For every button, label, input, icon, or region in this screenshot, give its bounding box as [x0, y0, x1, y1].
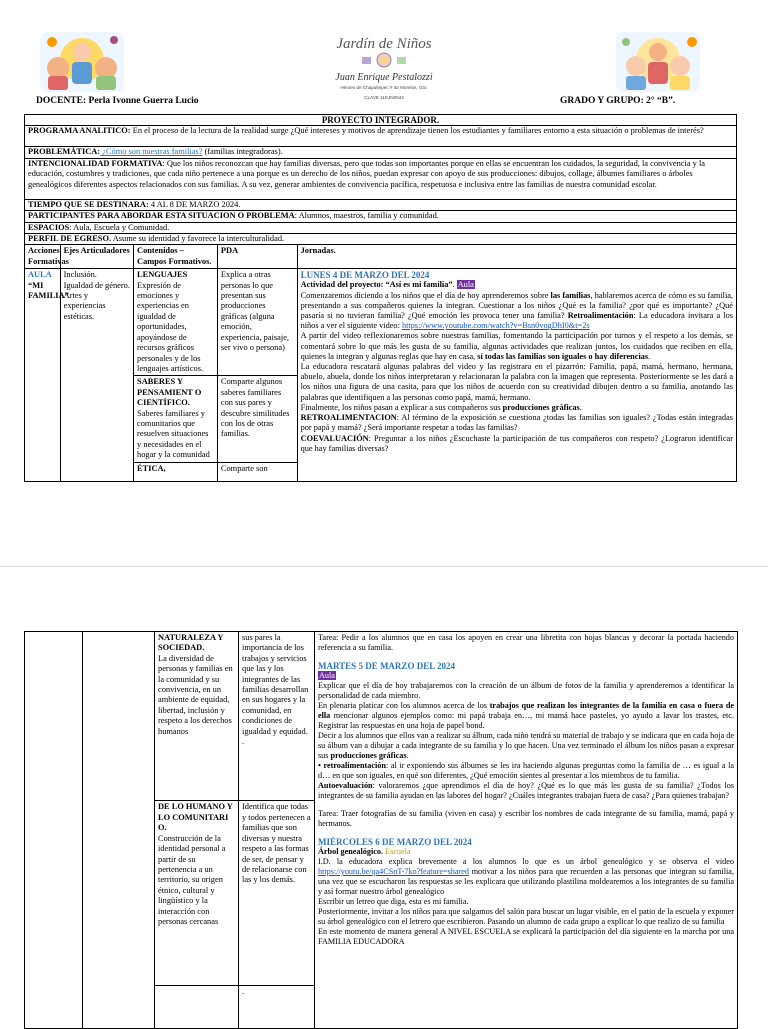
programa-label: PROGRAMA ANALITICO:: [28, 126, 131, 136]
ejes-cell-cont: [83, 632, 155, 1029]
school-key: CLAVE 11EJN0044: [364, 95, 404, 100]
intencionalidad-text: : Que los niños reconozcan que hay familias diversas, pero que todas son importantes porque en ellas se encuentran los cuidados, la seguridad, la convivencia y la educación, costumbres y tradiciones, que cada niño pertenece a una porque es un derecho de los niños, puedan expresar con apoyo de sus producciones: dibujos, collage, álbumes familiares o árboles genealógicos diferentes aspectos relacionados con sus familias. A su vez, generar ambientes de convivencia pacífica, respetuosa e inclusiva entre las familias de nuestra comunidad escolar.: [28, 158, 705, 189]
col-header-jornadas: Jornadas.: [297, 245, 736, 269]
document-page-2: [0, 566, 768, 1025]
perfil-text: Asume su identidad y favorece la interculturalidad.: [111, 234, 285, 244]
flower-icon: [362, 53, 406, 67]
intencionalidad-label: INTENCIONALIDAD FORMATIVA: [28, 158, 163, 168]
campo-title: ÉTICA,: [137, 463, 166, 473]
pda-cell: .: [239, 986, 315, 1029]
espacios-text: : Aula, Escuela y Comunidad.: [69, 222, 170, 232]
pda-cell: sus pares la importancia de los trabajos y servicios que las y los integrantes de las familias desarrollan en sus hogares y la comunidad, en condiciones de igualdad y equidad. .: [239, 632, 315, 801]
school-name: Juan Enrique Pestalozzi: [335, 72, 433, 83]
pda-cell: Identifica que todas y todos pertenecen a familias que son diversas y nuestra respeto a las formas de ser, de pensar y de relacionarse con las y los demás.: [239, 801, 315, 986]
school-logo: [298, 28, 470, 104]
day-heading: MARTES 5 DE MARZO DEL 2024: [318, 661, 455, 671]
children-clipart-left: [38, 30, 126, 94]
eje-item: Inclusión.: [63, 270, 97, 280]
campo-text: Expresión de emociones y experiencias en igualdad de oportunidades, apoyándose de recursos gráficos personales y de los lenguajes artísticos.: [137, 280, 204, 373]
campo-humano-cell: [155, 801, 239, 986]
accion-cell-cont: [25, 632, 83, 1029]
day-heading: LUNES 4 DE MARZO DEL 2024: [300, 270, 430, 281]
programa-row: [25, 126, 737, 147]
jornada-martes-miercoles-cell: Tarea: Pedir a los alumnos que en casa los apoyen en crear una libretita con hojas blancas y decorar la portada haciendo referencia a su familia. MARTES 5 DE MARZO DEL 2024 Aula Explicar que el día de hoy trabajaremos con la creación de un álbum de fotos de la familia y aprenderemos a identificar la personalidad de cada miembro. En plenaria platicar con los alumnos acerca de los trabajos que realizan los integrantes de la familia en casa o fuera de ella mencionar algunos ejemplos como: mi papá trabaja en…, mi mamá hace pasteles, yo ayudo a lavar los trastes, etc. Registrar las respuestas en una hoja de papel bond. Decir a los alumnos que ellos van a realizar su álbum, cada niño tendrá su material de trabajo y se indicara que en cada hoja de su álbum van a dibujar a cada integrante de su familia y lo que hacen. Una vez terminado el álbum los niños pasan a expresar sus producciones gráficas. • retroalimentación: al ir exponiendo sus álbumes se les ira haciendo algunas preguntas como la familia de … es igual a la d… en que son iguales, en qué son diferentes, ¿Qué emoción sientes al presentar a los miembros de tu familia. Autoevaluación: valoraremos ¿que aprendimos el día de hoy? ¿Qué es lo que más les gusta de su familia? ¿Todos los integrantes de su familia ayudan en las labores del hogar? ¿Cuáles integrantes trabajan fuera de casa? ¿Para quienes trabajan? Tarea: Traer fotografías de su familia (viven en casa) y escribir los nombres de cada integrante de su familia, mamá, papá y hermanos. MIÉRCOLES 6 DE MARZO DEL 2024 Árbol genealógico. Escuela I.D. la educadora explica brevemente a los alumnos lo que es un árbol genealógico y se observa el video https://youtu.be/qa4CSnT-7ko?feature=shared motivar a los niños para que recuerden a las personas que integran su familia, una vez que se escucharon las respuestas se les explicara que utilizando plastilina moldearemos a los integrantes de su familia y así formar nuestro árbol genealógico Escribir un letreo que diga, esta es mi familia. Posteriormente, invitar a los niños para que salgamos del salón para buscar un lugar visible, en el patio de la escuela y exponer su árbol genealógico con el letrero que escribieron. Pasando un alumno de cada grupo a explicar lo que realizo de su familia En este momento de manera general A NIVEL ESCUELA se explicará la participación del día siguiente en la marcha por una FAMILIA EDUCADORA: [315, 632, 738, 1029]
campo-empty-cell: [155, 986, 239, 1029]
problematica-link[interactable]: ¿Cómo son nuestras familias?: [100, 147, 203, 157]
campo-title: DE LO HUMANO Y LO COMUNITARI O.: [158, 802, 233, 833]
problematica-row: [25, 147, 737, 158]
campo-etica-cell: [134, 462, 218, 481]
location-tag: Aula: [319, 671, 335, 680]
campo-title: SABERES Y PENSAMIENT O CIENTÍFICO.: [137, 377, 202, 408]
activity-name: “Así es mi familia”: [385, 280, 453, 290]
participantes-text: : Alumnos, maestros, familia y comunidad.: [294, 211, 439, 221]
docente-label: DOCENTE: Perla Ivonne Guerra Lucio: [36, 96, 199, 106]
tiempo-text: 4 AL 8 DE MARZO 2024.: [148, 199, 241, 209]
campo-text: La diversidad de personas y familias en la comunidad y su convivencia, en un ambiente de equidad, libertad, inclusión y respeto a los derechos humanos: [158, 653, 233, 736]
accion-name: “MI FAMILIA”: [28, 280, 69, 301]
participantes-label: PARTICIPANTES PARA ABORDAR ESTA SITUACION O PROBLEMA: [28, 211, 295, 221]
school-name-top: Jardín de Niños: [336, 36, 432, 52]
eje-item: Igualdad de género.: [63, 280, 130, 290]
tiempo-label: TIEMPO QUE SE DESTINARA:: [28, 199, 149, 209]
location-tag: Aula: [457, 280, 474, 290]
grado-label: GRADO Y GRUPO: 2° “B”.: [560, 96, 676, 106]
campo-text: Construcción de la identidad personal a partir de su pertenencia a un territorio, su origen étnico, cultural y lingüístico y la interacción con personas cercanas: [158, 833, 226, 926]
school-address: Héroes de Chapultepec # 42 Morelos, Gto.: [340, 85, 428, 90]
video-link[interactable]: https://youtu.be/qa4CSnT-7ko?feature=shared: [318, 867, 469, 876]
perfil-row: [25, 234, 737, 245]
campo-saberes-cell: [134, 376, 218, 462]
accion-tag: AULA: [28, 270, 52, 280]
pda-cell: Comparte algunos saberes familiares con sus pares y descubre similitudes con los de otras familias.: [217, 376, 297, 462]
problematica-label: PROBLEMÁTICA:: [28, 147, 101, 157]
campo-title: LENGUAJES: [137, 270, 188, 280]
campo-naturaleza-cell: [155, 632, 239, 801]
pda-cell: Explica a otras personas lo que presentan sus producciones gráficas (alguna emoción, experiencia, paisaje, ser vivo o persona): [217, 269, 297, 376]
activity-label: Actividad del proyecto:: [300, 280, 386, 290]
participantes-row: [25, 211, 737, 222]
col-header-acciones: Acciones Formativas: [25, 245, 61, 269]
col-header-ejes: Ejes Articuladores: [60, 245, 133, 269]
video-link[interactable]: https://www.youtube.com/watch?v=Bsn0vogDhI0&t=2s: [401, 321, 590, 331]
espacios-row: [25, 222, 737, 233]
ejes-cell: [60, 269, 133, 481]
project-title: PROYECTO INTEGRADOR.: [25, 115, 737, 126]
campo-title: NATURALEZA Y SOCIEDAD.: [158, 633, 224, 653]
pda-cell: Comparte son: [217, 462, 297, 481]
perfil-label: PERFIL DE EGRESO.: [28, 234, 112, 244]
col-header-contenidos: Contenidos – Campos Formativos.: [134, 245, 218, 269]
problematica-rest: (familias integradoras).: [202, 147, 283, 157]
location-tag: Escuela: [383, 847, 411, 856]
project-table: [24, 114, 737, 482]
campo-lenguajes-cell: [134, 269, 218, 376]
campo-text: Saberes familiares y comunitarios que resuelven situaciones y necesidades en el hogar y la comunidad: [137, 408, 210, 460]
activity-name: Árbol genealógico.: [318, 847, 384, 856]
children-clipart-right: [614, 30, 702, 94]
tiempo-row: [25, 199, 737, 210]
intencionalidad-row: [25, 158, 737, 199]
eje-item: Artes y experiencias estéticas.: [63, 291, 106, 321]
jornada-lunes-cell: LUNES 4 DE MARZO DEL 2024 Actividad del proyecto: “Así es mi familia”. Aula Comenzaremos diciendo a los niños que el día de hoy aprenderemos sobre las familias, hablaremos acerca de cómo es su familia, presentando a sus compañeros quienes la integran. Cuestionar a los niños ¿Qué es la familia? ¿por qué es importante? ¿Qué pasaría si no tuvieran familia? ¿Qué emoción les provoca tener una familia? Retroalimentación: La educadora invitara a los niños a ver el siguiente video: https://www.youtube.com/watch?v=Bsn0vogDhI0&t=2s A partir del video reflexionaremos sobre nuestras familias, fomentando la participación por turnos y el respeto a los demás, se comentará sobre lo que más les gusta de su familia, algunas actividades que realizan juntos, los cuidados que reciben en ella, quienes la integran y algunas reglas que hay en casa, sí todas las familias son iguales o hay diferencias. La educadora rescatará algunas palabras del video y las registrara en el pizarrón: Familia, papá, mamá, hermano, hermana, abuelo, abuela, donde los niños interpretaran y relacionaran la palabra con la imagen que representa. Posteriormente se les dará a los niños una figura de una casita, para que los niños de acuerdo con su creatividad dibujen dentro a su familia, anotando las palabras que identifiquen a las personas como papá, mamá, hermano. Finalmente, los niños pasan a explicar a sus compañeros sus producciones gráficas. RETROALIMENTACION: Al término de la exposición se cuestiona ¿todas las familias son iguales? ¿Todas están integradas por papá y mamá? ¿Será importante respetar a todas las familias? COEVALUACIÓN: Preguntar a los niños ¿Escuchaste la participación de tus compañeros con respeto? ¿Lograron identificar que hay familias diversas?: [297, 269, 736, 481]
espacios-label: ESPACIOS: [28, 222, 70, 232]
programa-text: En el proceso de la lectura de la realidad surge ¿Qué intereses y motivos de aprendizaje tienen los estudiantes y familiares entorno a esta situación o problemas de interés?: [130, 126, 704, 136]
accion-cell: [25, 269, 69, 481]
col-header-pda: PDA: [217, 245, 297, 269]
project-table-continued: [24, 631, 738, 1029]
day-heading: MIÉRCOLES 6 DE MARZO DEL 2024: [318, 837, 472, 847]
